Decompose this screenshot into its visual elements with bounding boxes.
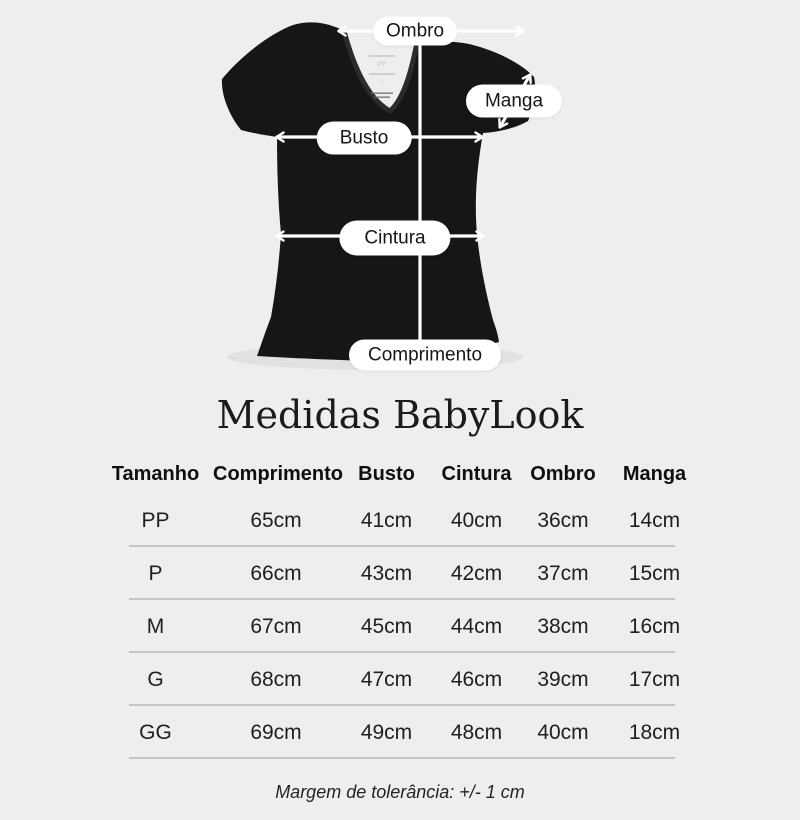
cell-manga: 14cm (628, 508, 681, 532)
size-table-header (98, 454, 702, 494)
cell-manga: 17cm (628, 667, 681, 691)
cell-tamanho: PP (141, 508, 170, 532)
cell-comprimento: 66cm (250, 561, 302, 585)
cell-tamanho: G (147, 667, 164, 691)
cell-ombro: 40cm (537, 720, 589, 744)
col-header-manga: Manga (622, 462, 687, 485)
cell-tamanho: GG (139, 720, 172, 744)
size-row-p (98, 547, 702, 600)
size-row-pp (98, 494, 702, 547)
measure-label-manga: Manga (466, 85, 562, 118)
cell-busto: 43cm (360, 561, 413, 585)
cell-manga: 18cm (628, 720, 681, 744)
cell-tamanho: P (148, 561, 163, 585)
cell-cintura: 40cm (450, 508, 503, 532)
cell-cintura: 42cm (450, 561, 503, 585)
measure-label-cintura: Cintura (339, 221, 450, 256)
cell-comprimento: 67cm (250, 614, 302, 638)
measure-label-comprimento: Comprimento (349, 340, 501, 371)
cell-comprimento: 69cm (250, 720, 302, 744)
size-row-g (98, 653, 702, 706)
cell-ombro: 36cm (537, 508, 589, 532)
cell-cintura: 46cm (450, 667, 503, 691)
cell-manga: 16cm (628, 614, 681, 638)
brand-logo-icon: ♡ (378, 78, 386, 87)
collar-tag-size: PP (377, 62, 387, 68)
col-header-tamanho: Tamanho (111, 462, 200, 485)
size-row-gg (98, 706, 702, 759)
tolerance-note: Margem de tolerância: +/- 1 cm (275, 782, 525, 802)
cell-cintura: 48cm (450, 720, 503, 744)
col-header-ombro: Ombro (530, 462, 596, 485)
shirt-measurement-diagram (0, 0, 800, 378)
cell-cintura: 44cm (450, 614, 503, 638)
cell-tamanho: M (146, 614, 165, 638)
cell-busto: 41cm (360, 508, 413, 532)
tshirt-illustration (0, 0, 800, 378)
size-row-m (98, 600, 702, 653)
tshirt-silhouette (222, 22, 535, 361)
cell-manga: 15cm (628, 561, 681, 585)
col-header-comprimento: Comprimento (213, 462, 343, 485)
cell-ombro: 37cm (537, 561, 589, 585)
cell-busto: 47cm (360, 667, 413, 691)
measure-label-ombro: Ombro (373, 17, 457, 46)
col-header-busto: Busto (358, 462, 415, 485)
measure-label-busto: Busto (317, 122, 412, 155)
cell-busto: 49cm (360, 720, 413, 744)
col-header-cintura: Cintura (441, 462, 512, 485)
cell-ombro: 39cm (537, 667, 589, 691)
cell-ombro: 38cm (537, 614, 589, 638)
cell-comprimento: 68cm (250, 667, 302, 691)
size-table (98, 454, 702, 759)
cell-busto: 45cm (360, 614, 413, 638)
cell-comprimento: 65cm (250, 508, 302, 532)
page-title: Medidas BabyLook (216, 393, 584, 437)
